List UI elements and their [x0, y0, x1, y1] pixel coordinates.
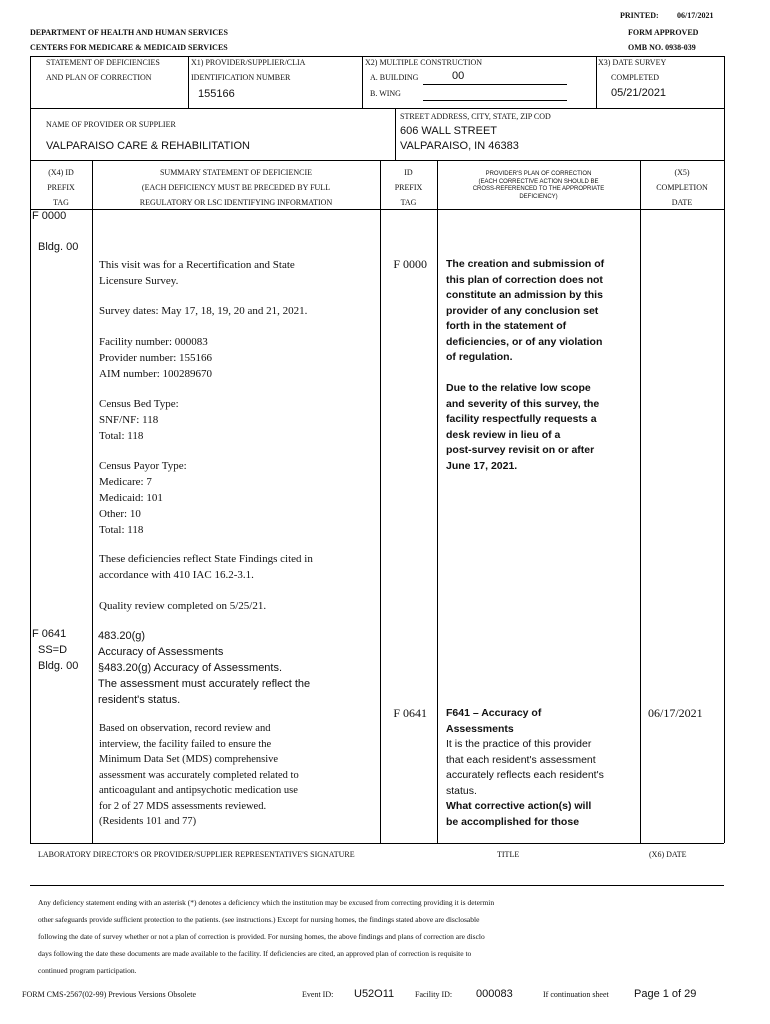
text-line: deficiencies, or of any violation	[446, 335, 603, 348]
text-line: Based on observation, record review and	[99, 723, 271, 734]
text-line: AIM number: 100289670	[99, 368, 213, 380]
x5-header-line3: DATE	[671, 198, 693, 207]
x4-header-line3: TAG	[53, 198, 69, 207]
text-line: Assessments	[446, 722, 514, 735]
summary-header-line2: (EACH DEFICIENCY MUST BE PRECEDED BY FULL	[141, 183, 331, 192]
f641-regulation	[98, 628, 310, 708]
x4-header	[30, 165, 92, 210]
text-line: and severity of this survey, the	[446, 397, 600, 410]
x3-label: X3) DATE SURVEY	[598, 58, 667, 67]
text-line: forth in the statement of	[446, 320, 567, 332]
text-line: interview, the facility failed to ensure the	[99, 738, 272, 750]
text-line: constitute an admission by this	[446, 289, 603, 301]
text-line: §483.20(g) Accuracy of Assessments.	[98, 662, 283, 674]
title-label: TITLE	[497, 850, 520, 859]
tag-f0000: F 0000	[32, 210, 67, 222]
text-line: Accuracy of Assessments	[98, 646, 224, 658]
census-bed-type	[99, 396, 179, 444]
text-line: Census Payor Type:	[99, 460, 187, 472]
id-header	[380, 165, 437, 210]
f641-findings	[99, 721, 299, 830]
text-line: The assessment must accurately reflect the	[98, 678, 311, 690]
text-line: These deficiencies reflect State Findings cited in	[99, 553, 313, 565]
text-line: (Residents 101 and 77)	[99, 816, 197, 827]
text-line: days following the date these documents are made available to the facility. If deficiencies are cited, an approved plan of correction is requisite to	[38, 949, 472, 958]
summary-paragraph-1	[99, 257, 295, 289]
text-line: What corrective action(s) will	[446, 800, 592, 812]
summary-header-line3: REGULATORY OR LSC IDENTIFYING INFORMATION	[139, 198, 333, 207]
x5-header-line2: COMPLETION	[656, 183, 708, 192]
tag-scope-severity: SS=D	[38, 644, 68, 656]
text-line: other safeguards provide sufficient protection to the patients. (see instructions.) Except for nursing homes, the findings stated above are disclosable	[38, 915, 480, 924]
printed-label: PRINTED:	[620, 11, 659, 20]
x2-label: X2) MULTIPLE CONSTRUCTION	[365, 58, 483, 67]
text-line: status.	[446, 784, 477, 797]
survey-dates: Survey dates: May 17, 18, 19, 20 and 21, 2021.	[99, 305, 308, 317]
plan-desk-review-request	[446, 381, 599, 474]
text-line: desk review in lieu of a	[446, 428, 561, 441]
plan-header-line2: (EACH CORRECTIVE ACTION SHOULD BE	[478, 178, 599, 185]
survey-completed-date: 05/21/2021	[611, 87, 667, 99]
text-line: Medicare: 7	[99, 476, 152, 488]
summary-header	[92, 165, 380, 210]
text-line: Medicaid: 101	[99, 492, 163, 504]
plan-header	[437, 171, 640, 201]
x1-label: X1) PROVIDER/SUPPLIER/CLIA	[191, 58, 306, 67]
building-label: A. BUILDING	[370, 73, 419, 82]
id-header-line3: TAG	[400, 198, 417, 207]
plan-f641	[446, 706, 604, 830]
text-line: following the date of survey whether or not a plan of correction is provided. For nursing homes, the above findings and plans of correction are disclo	[38, 932, 485, 941]
text-line: June 17, 2021.	[446, 459, 518, 472]
census-payor-type	[99, 458, 187, 538]
plan-header-line4: DEFICIENCY)	[519, 193, 558, 200]
continuation-label: If continuation sheet	[543, 990, 609, 999]
x6-date-label: (X6) DATE	[649, 850, 687, 859]
text-line: resident's status.	[98, 694, 181, 706]
facility-numbers	[99, 334, 212, 382]
plan-disclaimer	[446, 257, 604, 366]
text-line: Any deficiency statement ending with an asterisk (*) denotes a deficiency which the institution may be excused from correcting providing it is determin	[38, 898, 495, 907]
text-line: accurately reflects each resident's	[446, 769, 604, 781]
text-line: this plan of correction does not	[446, 273, 603, 286]
id-tag-f0000: F 0000	[393, 257, 427, 271]
wing-label: B. WING	[370, 89, 401, 98]
tag-f0641: F 0641	[32, 628, 67, 640]
x4-header-line2: PREFIX	[47, 183, 75, 192]
summary-header-line1: SUMMARY STATEMENT OF DEFICIENCIE	[159, 168, 313, 177]
completion-date: 06/17/2021	[648, 706, 703, 720]
text-line: Total: 118	[99, 430, 144, 442]
text-line: Due to the relative low scope	[446, 382, 591, 394]
event-id-value: U52O11	[354, 988, 395, 1000]
plan-header-line3: CROSS-REFERENCED TO THE APPROPRIATE	[472, 186, 605, 192]
statement-label: STATEMENT OF DEFICIENCIES	[46, 58, 160, 67]
id-header-line2: PREFIX	[394, 183, 423, 192]
provider-name: VALPARAISO CARE & REHABILITATION	[46, 140, 250, 152]
state-findings	[99, 551, 313, 583]
text-line: Facility number: 000083	[99, 336, 208, 348]
provider-id-number: 155166	[198, 88, 235, 100]
text-line: post-survey revisit on or after	[446, 444, 595, 456]
text-line: SNF/NF: 118	[99, 414, 159, 426]
provider-name-label: NAME OF PROVIDER OR SUPPLIER	[46, 120, 176, 129]
text-line: facility respectfully requests a	[446, 413, 597, 425]
form-number: FORM CMS-2567(02-99) Previous Versions Obsolete	[22, 990, 197, 999]
text-line: assessment was accurately completed related to	[99, 769, 299, 781]
text-line: that each resident's assessment	[446, 753, 596, 766]
id-header-line1: ID	[404, 168, 413, 177]
text-line: of regulation.	[446, 351, 513, 363]
x1-sublabel: IDENTIFICATION NUMBER	[191, 73, 291, 82]
plan-of-correction-label: AND PLAN OF CORRECTION	[46, 73, 152, 82]
department-name: DEPARTMENT OF HEALTH AND HUMAN SERVICES	[30, 28, 228, 37]
printed-date: 06/17/2021	[677, 11, 714, 20]
text-line: Minimum Data Set (MDS) comprehensive	[99, 754, 279, 765]
form-approved: FORM APPROVED	[628, 28, 699, 37]
text-line: provider of any conclusion set	[446, 304, 599, 317]
text-line: Total: 118	[99, 524, 144, 536]
text-line: continued program participation.	[38, 966, 137, 975]
text-line: Census Bed Type:	[99, 398, 179, 410]
x5-header-line1: (X5)	[674, 168, 690, 177]
plan-header-line1: PROVIDER'S PLAN OF CORRECTION	[485, 171, 592, 177]
address-city: VALPARAISO, IN 46383	[400, 140, 519, 152]
text-line: Provider number: 155166	[99, 352, 213, 364]
building-value: 00	[452, 70, 465, 82]
text-line: 483.20(g)	[98, 630, 146, 642]
x5-header	[640, 165, 724, 210]
text-line: for 2 of 27 MDS assessments reviewed.	[99, 800, 267, 812]
text-line: The creation and submission of	[446, 258, 605, 270]
text-line: F641 – Accuracy of	[446, 707, 542, 719]
event-id-label: Event ID:	[302, 990, 334, 999]
agency-name: CENTERS FOR MEDICARE & MEDICAID SERVICES	[30, 43, 228, 52]
text-line: accordance with 410 IAC 16.2-3.1.	[99, 569, 254, 581]
page-number: Page 1 of 29	[634, 988, 697, 1000]
omb-number: OMB NO. 0938-039	[628, 43, 696, 52]
quality-review: Quality review completed on 5/25/21.	[99, 600, 267, 612]
signature-label: LABORATORY DIRECTOR'S OR PROVIDER/SUPPLIER REPRESENTATIVE'S SIGNATURE	[38, 850, 355, 859]
facility-id-value: 000083	[476, 988, 513, 1000]
text-line: be accomplished for those	[446, 815, 580, 828]
address-label: STREET ADDRESS, CITY, STATE, ZIP COD	[400, 112, 551, 121]
facility-id-label: Facility ID:	[415, 990, 453, 999]
text-line: This visit was for a Recertification and State	[99, 259, 295, 271]
tag-bldg-1: Bldg. 00	[38, 241, 79, 253]
address-street: 606 WALL STREET	[400, 125, 497, 137]
id-tag-f0641: F 0641	[393, 706, 427, 720]
x4-header-line1: (X4) ID	[48, 168, 74, 177]
deficiency-footnote	[38, 894, 728, 979]
text-line: anticoagulant and antipsychotic medication use	[99, 785, 298, 796]
text-line: Licensure Survey.	[99, 275, 179, 287]
text-line: It is the practice of this provider	[446, 738, 592, 750]
tag-bldg-2: Bldg. 00	[38, 660, 79, 672]
text-line: Other: 10	[99, 508, 141, 520]
x3-sublabel: COMPLETED	[611, 73, 659, 82]
